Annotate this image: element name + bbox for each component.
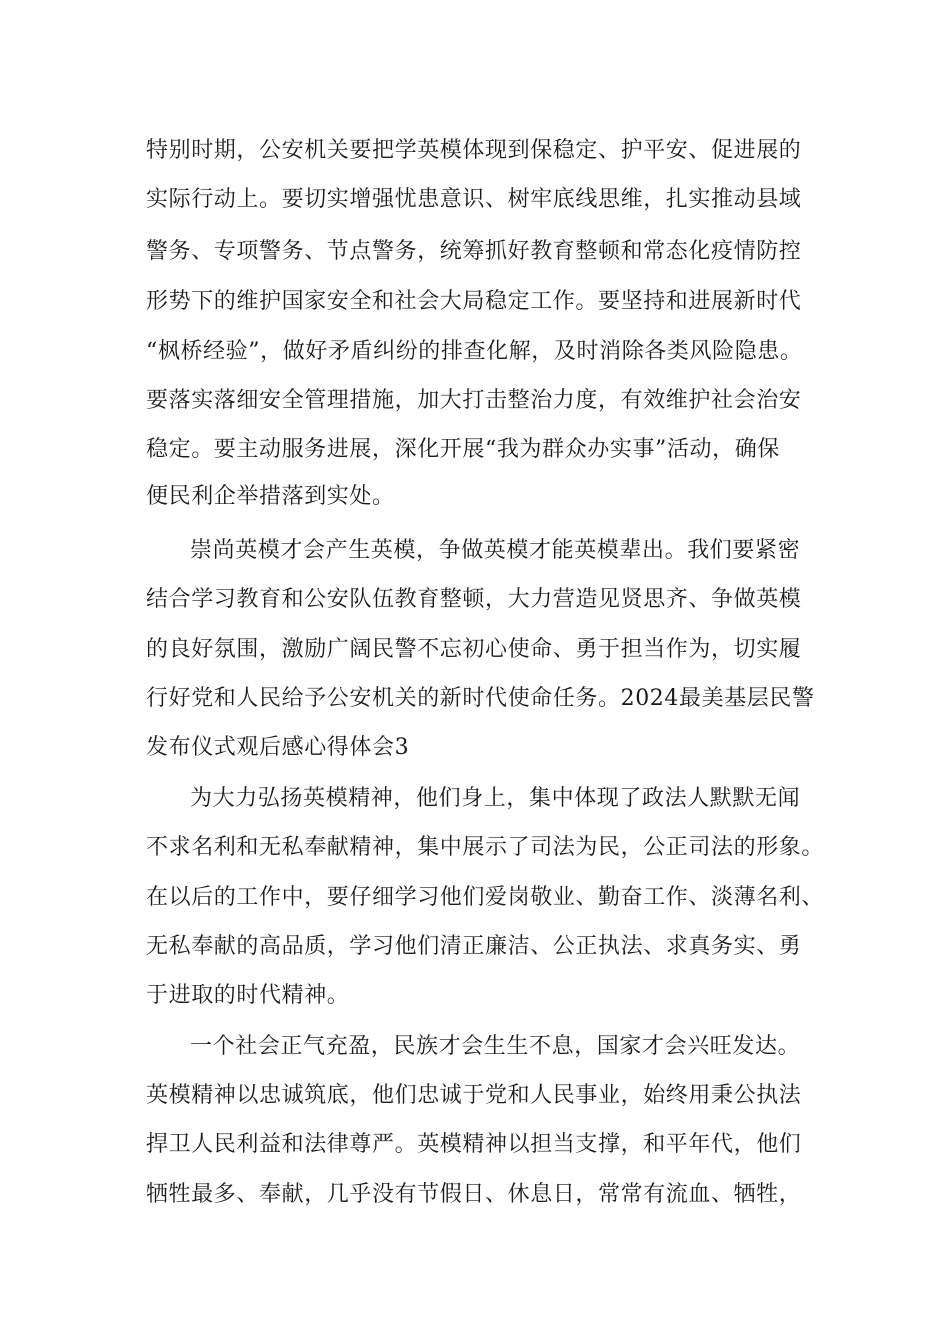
- text-line-21: 捍卫人民利益和法律尊严。英模精神以担当支撑，和平年代，他们: [146, 1132, 802, 1157]
- text-line-2: 实际行动上。要切实增强忧患意识、树牢底线思维，扎实推动县域: [146, 187, 802, 212]
- text-line-3: 警务、专项警务、节点警务，统筹抓好教育整顿和常态化疫情防控: [146, 239, 802, 264]
- text-line-6: 要落实落细安全管理措施，加大打击整治力度，有效维护社会治安: [146, 388, 802, 413]
- text-line-7: 稳定。要主动服务进展，深化开展“我为群众办实事”活动，确保: [146, 437, 780, 462]
- paragraph-start-line: 崇尚英模才会产生英模，争做英模才能英模辈出。我们要紧密: [190, 538, 801, 563]
- text-line-16: 在以后的工作中，要仔细学习他们爱岗敬业、勤奋工作、淡薄名利、: [146, 885, 825, 910]
- text-line-22: 牺牲最多、奉献，几乎没有节假日、休息日，常常有流血、牺牲，: [146, 1182, 802, 1207]
- text-line-12: 行好党和人民给予公安机关的新时代使命任务。2024最美基层民警: [146, 686, 815, 711]
- text-line-18: 于进取的时代精神。: [146, 983, 350, 1008]
- text-line-10: 结合学习教育和公安队伍教育整顿，大力营造见贤思齐、争做英模: [146, 587, 802, 612]
- text-line-1: 特别时期，公安机关要把学英模体现到保稳定、护平安、促进展的: [146, 138, 802, 163]
- paragraph-start-line: 一个社会正气充盈，民族才会生生不息，国家才会兴旺发达。: [190, 1034, 801, 1059]
- text-line-8: 便民利企举措落到实处。: [146, 484, 395, 509]
- text-line-20: 英模精神以忠诚筑底，他们忠诚于党和人民事业，始终用秉公执法: [146, 1083, 802, 1108]
- text-line-4: 形势下的维护国家安全和社会大局稳定工作。要坚持和进展新时代: [146, 289, 802, 314]
- text-line-11: 的良好氛围，激励广阔民警不忘初心使命、勇于担当作为，切实履: [146, 637, 802, 662]
- text-line-5: “枫桥经验”，做好矛盾纠纷的排查化解，及时消除各类风险隐患。: [146, 339, 803, 364]
- text-line-17: 无私奉献的高品质，学习他们清正廉洁、公正执法、求真务实、勇: [146, 934, 802, 959]
- paragraph-start-line: 为大力弘扬英模精神，他们身上，集中体现了政法人默默无闻: [190, 786, 801, 811]
- text-line-13: 发布仪式观后感心得体会3: [146, 735, 410, 760]
- text-line-15: 不求名利和无私奉献精神，集中展示了司法为民，公正司法的形象。: [146, 835, 825, 860]
